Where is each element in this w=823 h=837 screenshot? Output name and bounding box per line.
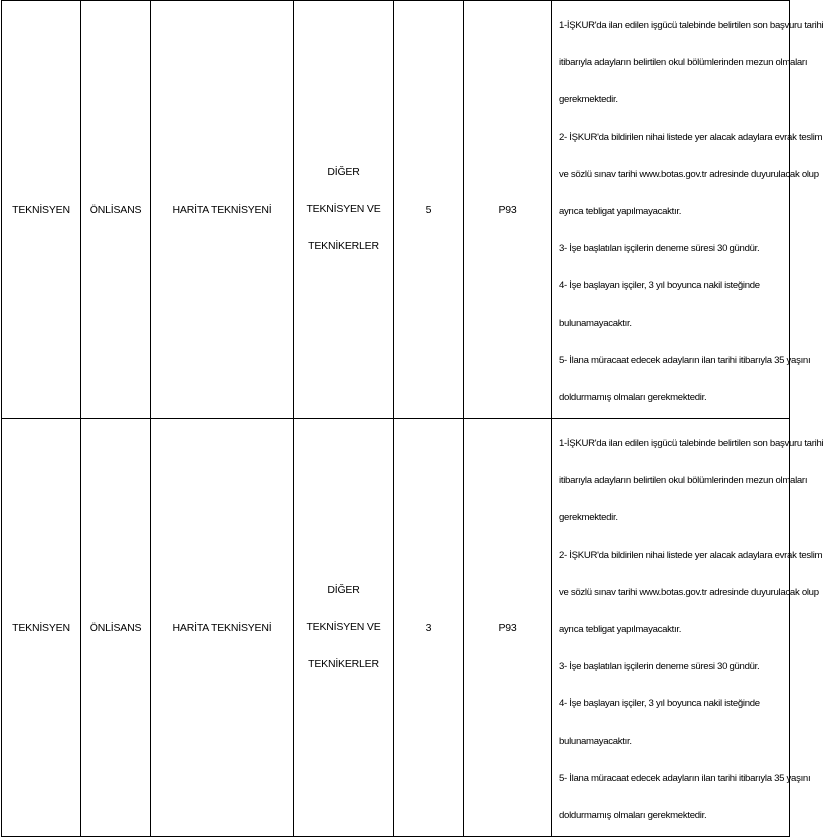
note-line: 2- İŞKUR'da bildirilen nihai listede yer alacak adaylara evrak teslim: [559, 549, 823, 561]
note-line: gerekmektedir.: [559, 512, 618, 524]
note-line: 1-İŞKUR'da ilan edilen işgücü talebinde belirtilen son başvuru tarihi: [559, 20, 823, 31]
notes-cell: [552, 419, 823, 837]
position-title-cell: TEKNİSYEN: [2, 1, 81, 419]
note-line: itibarıyla adayların belirtilen okul bölümlerinden mezun olmaları: [559, 57, 808, 69]
category-line: DİĞER: [327, 166, 360, 178]
note-line: gerekmektedir.: [559, 94, 618, 106]
note-line: 3- İşe başlatılan işçilerin deneme süresi 30 gündür.: [559, 243, 760, 255]
note-line: 2- İŞKUR'da bildirilen nihai listede yer alacak adaylara evrak teslim: [559, 131, 823, 143]
note-line: ve sözlü sınav tarihi www.botas.gov.tr adresinde duyurulacak olup: [559, 168, 819, 180]
category-line: TEKNİKERLER: [308, 240, 379, 252]
note-line: ayrıca tebligat yapılmayacaktır.: [559, 624, 682, 636]
note-line: 5- İlana müracaat edecek adayların ilan tarihi itibarıyla 35 yaşını: [559, 772, 811, 784]
note-line: 4- İşe başlayan işçiler, 3 yıl boyunca nakil isteğinde: [559, 698, 760, 710]
department-cell: HARİTA TEKNİSYENİ: [151, 419, 294, 837]
category-cell: [294, 419, 394, 837]
code-cell: P93: [464, 1, 552, 419]
category-line: TEKNİKERLER: [308, 658, 379, 670]
department-cell: HARİTA TEKNİSYENİ: [151, 1, 294, 419]
note-line: doldurmamış olmaları gerekmektedir.: [559, 810, 707, 822]
note-line: 1-İŞKUR'da ilan edilen işgücü talebinde belirtilen son başvuru tarihi: [559, 438, 823, 449]
count-cell: 5: [394, 1, 464, 419]
note-line: 3- İşe başlatılan işçilerin deneme süresi 30 gündür.: [559, 661, 760, 673]
note-line: ayrıca tebligat yapılmayacaktır.: [559, 206, 682, 218]
category-line: DİĞER: [327, 584, 360, 596]
note-line: bulunamayacaktır.: [559, 735, 632, 747]
note-line: itibarıyla adayların belirtilen okul bölümlerinden mezun olmaları: [559, 475, 808, 487]
table-row: [2, 1, 790, 419]
category-cell: [294, 1, 394, 419]
note-line: ve sözlü sınav tarihi www.botas.gov.tr adresinde duyurulacak olup: [559, 586, 819, 598]
note-line: bulunamayacaktır.: [559, 317, 632, 329]
notes-cell: [552, 1, 823, 419]
education-level-cell: ÖNLİSANS: [81, 1, 151, 419]
table-row: [2, 419, 790, 837]
category-line: TEKNİSYEN VE: [306, 203, 381, 215]
count-cell: 3: [394, 419, 464, 837]
education-level-cell: ÖNLİSANS: [81, 419, 151, 837]
note-line: 5- İlana müracaat edecek adayların ilan tarihi itibarıyla 35 yaşını: [559, 354, 811, 366]
code-cell: P93: [464, 419, 552, 837]
category-line: TEKNİSYEN VE: [306, 621, 381, 633]
position-title-cell: TEKNİSYEN: [2, 419, 81, 837]
note-line: doldurmamış olmaları gerekmektedir.: [559, 392, 707, 404]
job-listing-table: [1, 0, 823, 837]
note-line: 4- İşe başlayan işçiler, 3 yıl boyunca nakil isteğinde: [559, 280, 760, 292]
